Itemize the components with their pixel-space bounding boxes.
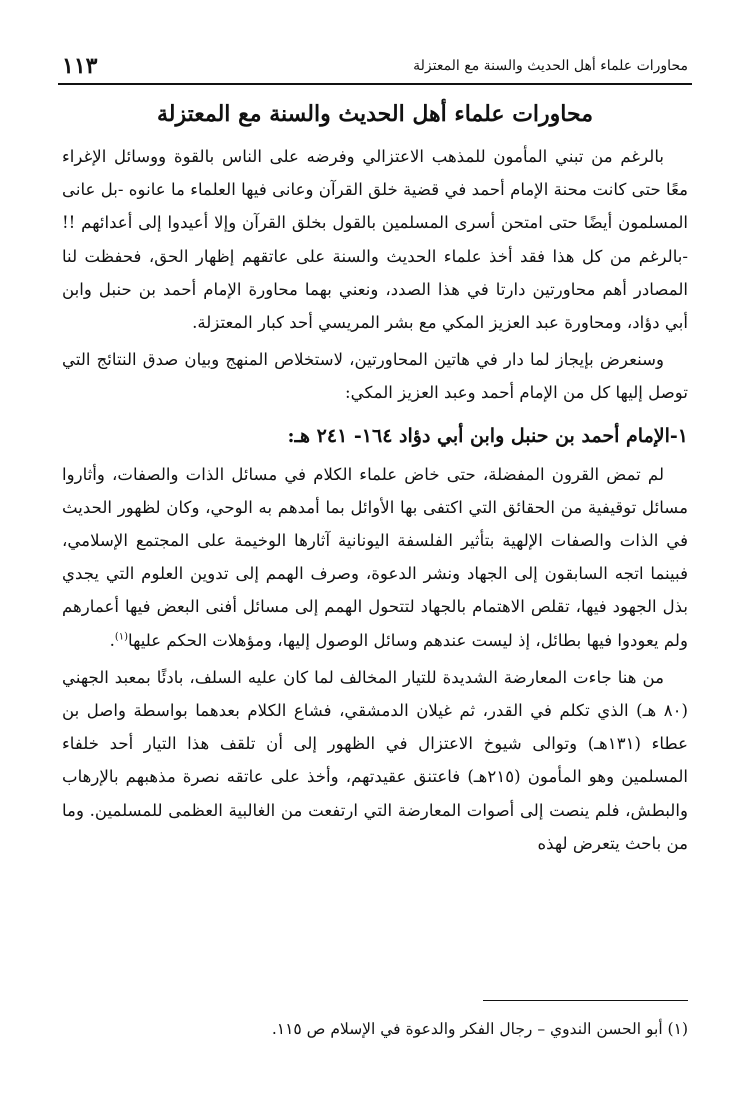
footnote: (١) أبو الحسن الندوي – رجال الفكر والدعوة في الإسلام ص ١١٥. — [271, 1020, 688, 1038]
footnote-rule — [483, 1000, 688, 1001]
intro-paragraph-2: وسنعرض بإيجاز لما دار في هاتين المحاورتين، لاستخلاص المنهج وبيان صدق النتائج التي توصل إليها كل من الإمام أحمد وعبد العزيز المكي: — [62, 350, 688, 403]
page-title: محاورات علماء أهل الحديث والسنة مع المعتزلة — [157, 101, 593, 127]
section-paragraph-text: لم تمض القرون المفضلة، حتى خاض علماء الكلام في مسائل الذات والصفات، وأثاروا مسائل توقيفية من الحقائق التي اكتفى بها الأوائل بما أمدهم به الوحي، وكان لظهور الحديث في الذات والصفات الإلهية بتأثير الفلسفة اليونانية آثارها الوخيمة على المجتمع الإسلامي، فبينما اتجه السابقون إلى الجهاد ونشر الدعوة، وصرف الهمم إلى تدوين العلوم التي يجدي بذل الجهود فيها، تقلص الاهتمام بالجهاد لتتحول الهمم إلى مسائل أفنى البعض فيها أعمارهم ولم يعودوا فيها بطائل، إذ ليست عندهم وسائل الوصول إليها، ومؤهلات الحكم عليها — [62, 464, 688, 650]
page-header — [62, 50, 688, 82]
section-paragraph-2: من هنا جاءت المعارضة الشديدة للتيار المخالف لما كان عليه السلف، بادئًا بمعبد الجهني (٨٠ هـ) الذي تكلم في القدر، ثم غيلان الدمشقي، فشاع الكلام بعدهما بواسطة واصل بن عطاء (١٣١هـ) وتوالى شيوخ الاعتزال في الظهور إلى أن تلقف هذا التيار أحد خلفاء المسلمين وهو المأمون (٢١٥هـ) فاعتنق عقيدتهم، وأخذ على عاتقه نصرة مذهبهم بالإرهاب والبطش، فلم ينصت إلى أصوات المعارضة التي ارتفعت من الغالبية العظمى للمسلمين. وما من باحث يتعرض لهذه — [62, 667, 689, 853]
section-paragraph-end: . — [109, 630, 115, 650]
intro-paragraph: بالرغم من تبني المأمون للمذهب الاعتزالي وفرضه على الناس بالقوة ووسائل الإغراء معًا حتى كانت محنة الإمام أحمد في قضية خلق القرآن وعانى فيها العلماء ما عانوه -بل عانى المسلمون أيضًا حتى امتحن أسرى المسلمين بالقول بخلق القرآن وإلا أعيدوا إلى أعدائهم !! -بالرغم من كل هذا فقد أخذ علماء الحديث والسنة على عاتقهم إظهار الحق، فحفظت لنا المصادر أهم محاورتين دارتا في هذا الصدد، ونعني بهما محاورة الإمام أحمد بن حنبل وابن أبي دؤاد، ومحاورة عبد العزيز المكي مع بشر المريسي أحد كبار المعتزلة. — [62, 147, 688, 333]
section-heading: ١-الإمام أحمد بن حنبل وابن أبي دؤاد ١٦٤- ٢٤١ هـ: — [287, 424, 688, 447]
header-rule — [58, 83, 692, 85]
page-number: ١١٣ — [62, 53, 98, 79]
page-body — [62, 140, 688, 864]
running-title: محاورات علماء أهل الحديث والسنة مع المعتزلة — [413, 58, 688, 74]
section-paragraph — [62, 458, 688, 657]
footnote-marker[interactable]: (١) — [114, 631, 129, 643]
